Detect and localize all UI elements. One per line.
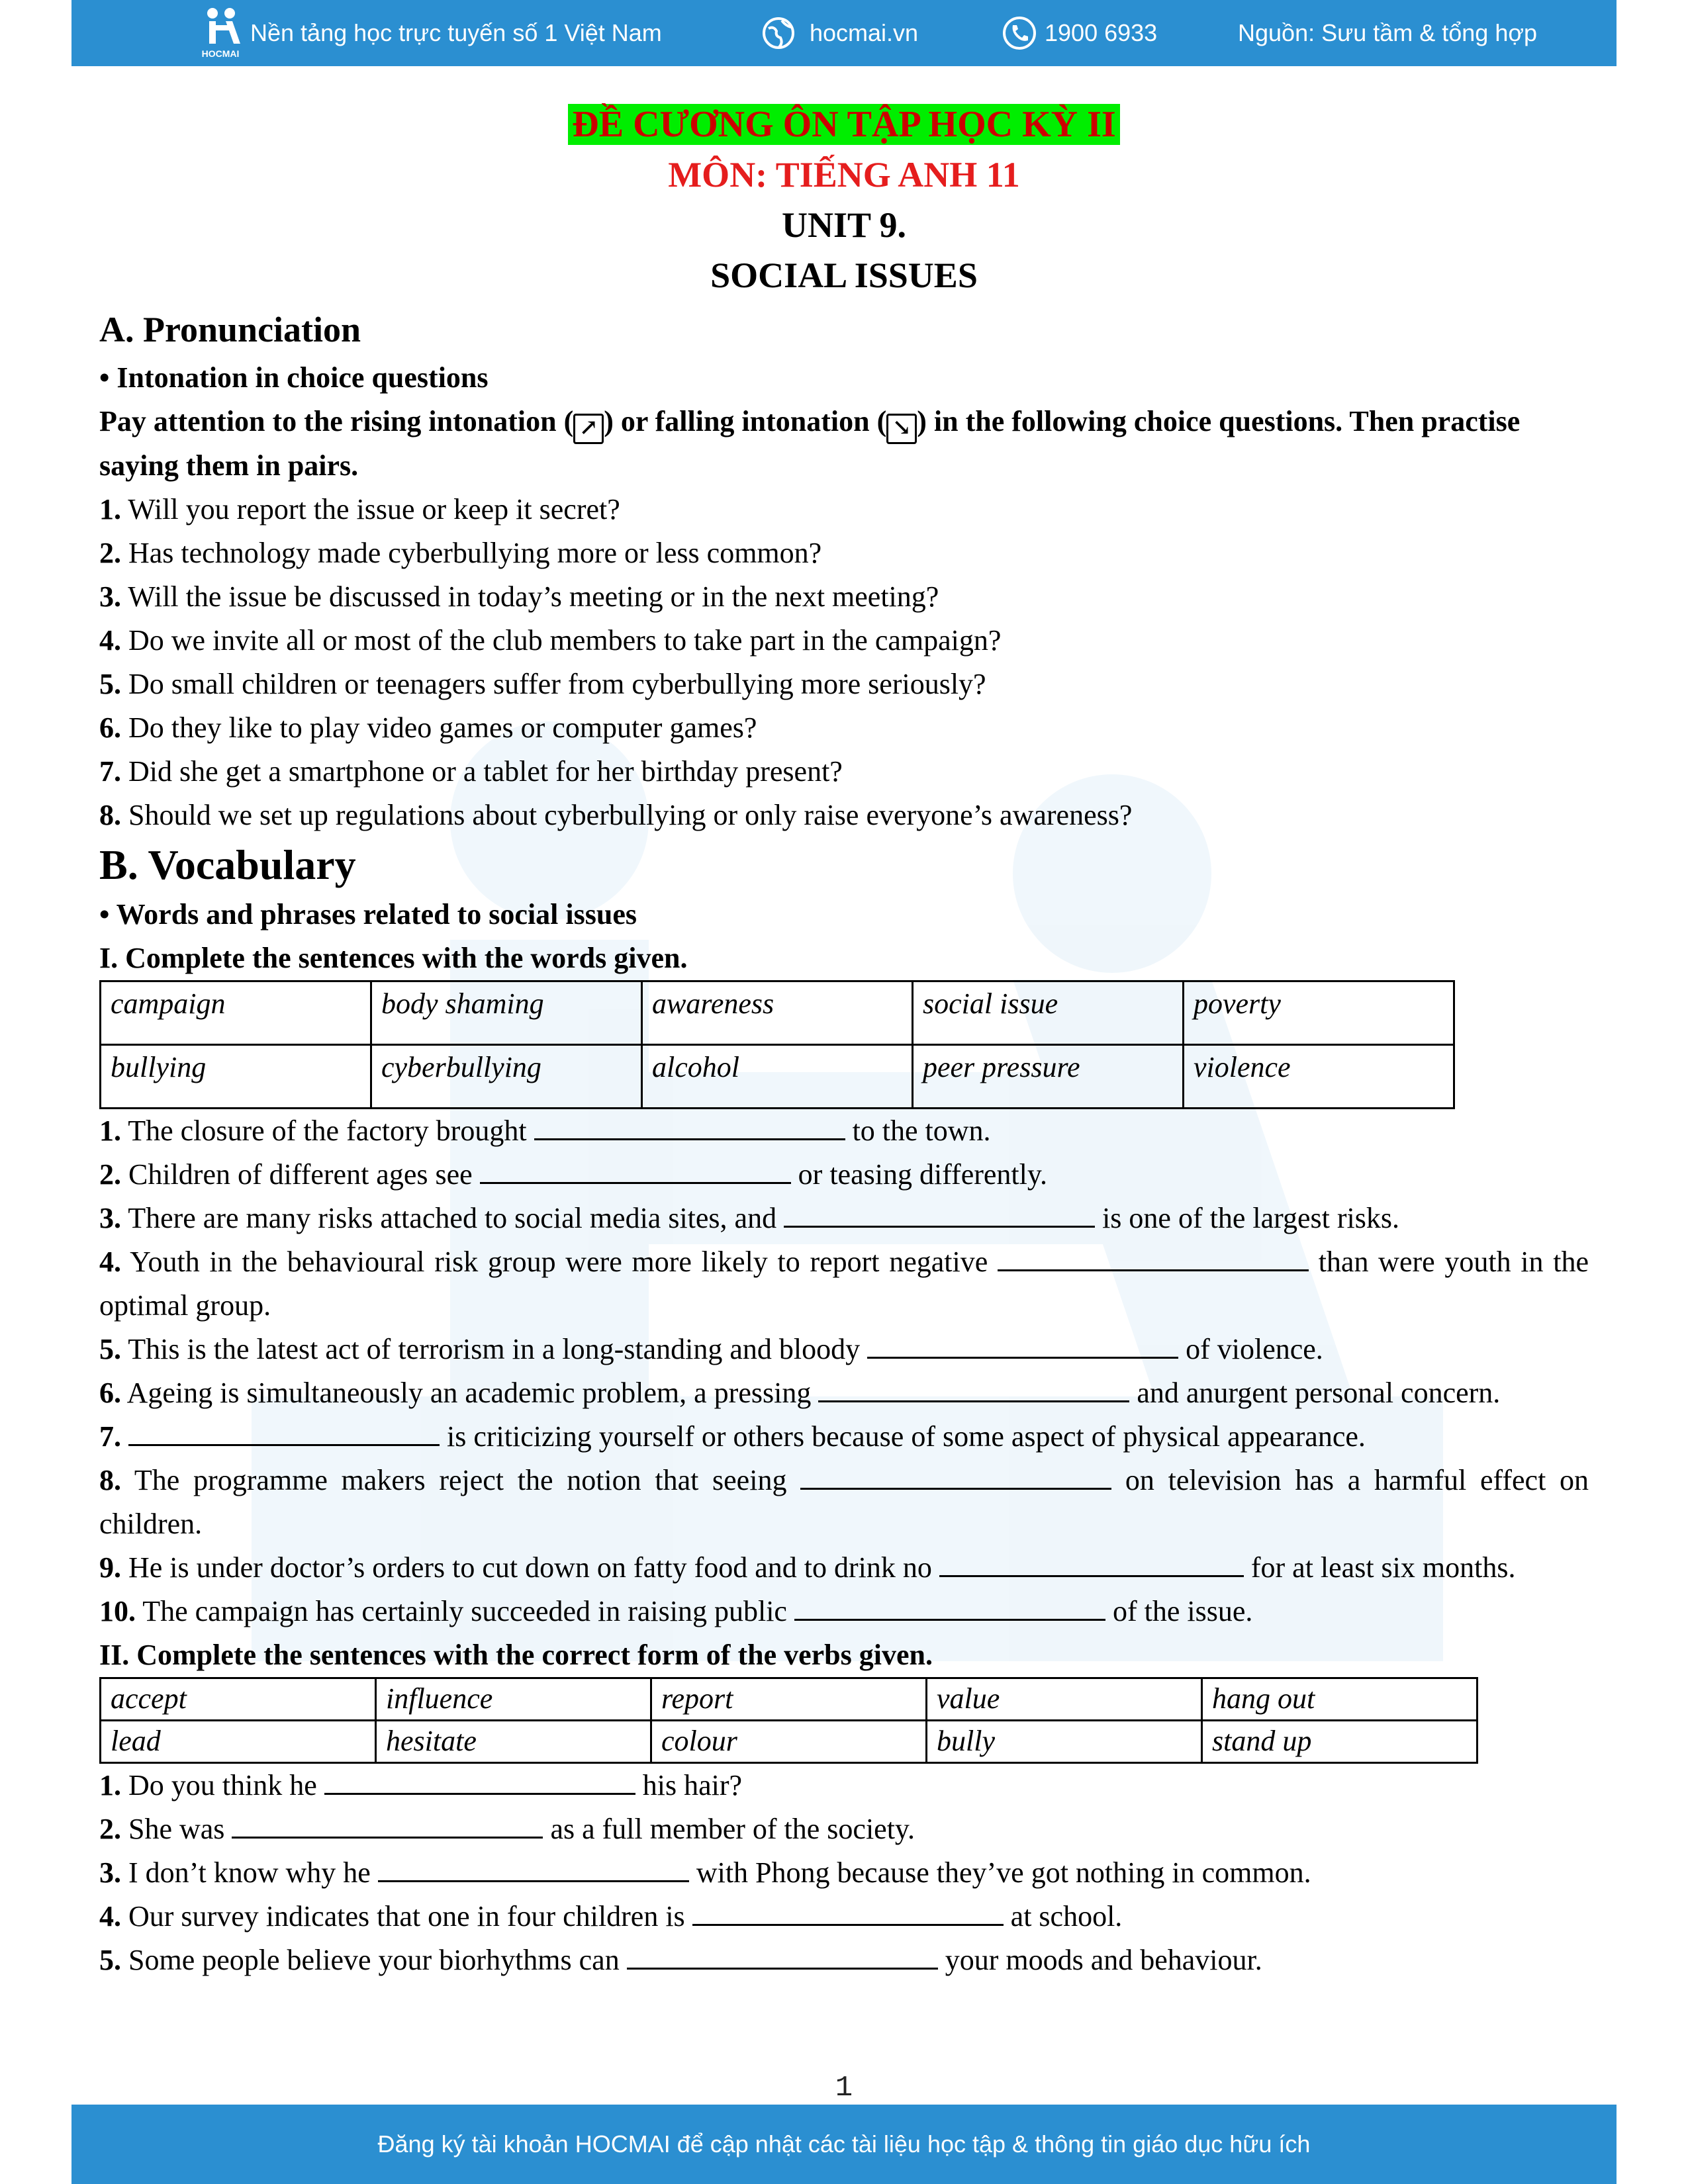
word-cell: hesitate xyxy=(376,1721,651,1763)
word-box-2 xyxy=(99,1677,1478,1764)
answer-blank[interactable] xyxy=(480,1156,791,1184)
answer-blank[interactable] xyxy=(818,1374,1129,1402)
table-row xyxy=(101,1721,1477,1763)
list-item: 6. Do they like to play video games or computer games? xyxy=(99,711,757,744)
falling-arrow-icon: ↘ xyxy=(886,414,917,444)
word-cell: campaign xyxy=(101,981,371,1045)
phone-icon xyxy=(1002,16,1037,50)
word-cell: social issue xyxy=(913,981,1184,1045)
list-item: 5. Some people believe your biorhythms can your moods and behaviour. xyxy=(99,1938,1589,1982)
list-item: 7. is criticizing yourself or others because of some aspect of physical appearance. xyxy=(99,1415,1589,1459)
phone-link[interactable] xyxy=(1002,0,1157,66)
answer-blank[interactable] xyxy=(692,1897,1004,1926)
answer-blank[interactable] xyxy=(998,1243,1309,1271)
list-item: 5. This is the latest act of terrorism in a long-standing and bloody of violence. xyxy=(99,1328,1589,1371)
word-cell: cyberbullying xyxy=(371,1045,642,1109)
section-a-subheading: • Intonation in choice questions xyxy=(99,361,489,394)
header-bar xyxy=(71,0,1617,66)
list-item: 3. Will the issue be discussed in today’s meeting or in the next meeting? xyxy=(99,580,939,613)
list-item: 5. Do small children or teenagers suffer from cyberbullying more seriously? xyxy=(99,668,986,700)
word-cell: report xyxy=(651,1678,927,1721)
page-number: 1 xyxy=(835,2071,853,2105)
word-cell: value xyxy=(927,1678,1202,1721)
list-item: 1. The closure of the factory brought to the town. xyxy=(99,1109,1589,1153)
exercise-1-list xyxy=(99,1109,1589,1633)
exercise-2-title: II. Complete the sentences with the correct form of the verbs given. xyxy=(99,1639,933,1671)
list-item: 9. He is under doctor’s orders to cut down on fatty food and to drink no for at least six months. xyxy=(99,1546,1589,1590)
word-cell: peer pressure xyxy=(913,1045,1184,1109)
answer-blank[interactable] xyxy=(232,1810,543,1839)
word-cell: alcohol xyxy=(642,1045,913,1109)
list-item: 6. Ageing is simultaneously an academic problem, a pressing and anurgent personal concern. xyxy=(99,1371,1589,1415)
section-a-instruction: Pay attention to the rising intonation ( ↗ ) or falling intonation ( ↘ ) in the following choice questions. Then practise saying them in pairs. xyxy=(99,405,1521,482)
list-item: 8. The programme makers reject the notion that seeing on television has a harmful effect on children. xyxy=(99,1459,1589,1546)
answer-blank[interactable] xyxy=(378,1854,689,1882)
list-item: 4. Youth in the behavioural risk group were more likely to report negative than were youth in the optimal group. xyxy=(99,1240,1589,1328)
title-line-2: MÔN: TIẾNG ANH 11 xyxy=(668,155,1020,195)
title-unit: UNIT 9. xyxy=(781,205,907,245)
footer-text: Đăng ký tài khoản HOCMAI để cập nhật các tài liệu học tập & thông tin giáo dục hữu ích xyxy=(377,2130,1311,2158)
answer-blank[interactable] xyxy=(534,1112,845,1140)
document-body xyxy=(99,99,1589,1982)
list-item: 2. Has technology made cyberbullying more or less common? xyxy=(99,537,822,569)
website-link[interactable] xyxy=(762,0,918,66)
table-row xyxy=(101,981,1454,1045)
answer-blank[interactable] xyxy=(324,1766,635,1795)
list-item: 3. There are many risks attached to social media sites, and is one of the largest risks. xyxy=(99,1197,1589,1240)
answer-blank[interactable] xyxy=(800,1461,1111,1490)
source-text: Nguồn: Sưu tầm & tổng hợp xyxy=(1238,19,1537,46)
answer-blank[interactable] xyxy=(128,1418,440,1446)
list-item: 1. Will you report the issue or keep it secret? xyxy=(99,493,620,525)
word-cell: stand up xyxy=(1202,1721,1477,1763)
answer-blank[interactable] xyxy=(867,1330,1178,1359)
word-cell: hang out xyxy=(1202,1678,1477,1721)
list-item: 4. Our survey indicates that one in four children is at school. xyxy=(99,1895,1589,1938)
list-item: 4. Do we invite all or most of the club members to take part in the campaign? xyxy=(99,624,1002,657)
title-line-1: ĐỀ CƯƠNG ÔN TẬP HỌC KỲ II xyxy=(99,99,1589,150)
word-cell: violence xyxy=(1184,1045,1454,1109)
pronunciation-list xyxy=(99,488,1589,837)
list-item: 1. Do you think he his hair? xyxy=(99,1764,1589,1807)
word-cell: influence xyxy=(376,1678,651,1721)
exercise-1-title: I. Complete the sentences with the words given. xyxy=(99,942,688,974)
word-cell: lead xyxy=(101,1721,376,1763)
word-box-1 xyxy=(99,980,1455,1109)
word-cell: bullying xyxy=(101,1045,371,1109)
word-cell: body shaming xyxy=(371,981,642,1045)
header-tagline: Nền tảng học trực tuyến số 1 Việt Nam xyxy=(250,19,662,46)
word-cell: poverty xyxy=(1184,981,1454,1045)
globe-icon xyxy=(762,17,795,50)
table-row xyxy=(101,1045,1454,1109)
answer-blank[interactable] xyxy=(794,1592,1105,1621)
list-item: 3. I don’t know why he with Phong because they’ve got nothing in common. xyxy=(99,1851,1589,1895)
footer-bar[interactable] xyxy=(71,2105,1617,2184)
rising-arrow-icon: ↗ xyxy=(573,414,604,444)
phone-text: 1900 6933 xyxy=(1045,19,1158,46)
list-item: 7. Did she get a smartphone or a tablet for her birthday present? xyxy=(99,755,843,788)
answer-blank[interactable] xyxy=(627,1941,938,1970)
list-item: 10. The campaign has certainly succeeded in raising public of the issue. xyxy=(99,1590,1589,1633)
title-topic: SOCIAL ISSUES xyxy=(710,255,978,295)
answer-blank[interactable] xyxy=(784,1199,1095,1228)
answer-blank-extension xyxy=(1204,1549,1244,1577)
list-item: 2. Children of different ages see or teasing differently. xyxy=(99,1153,1589,1197)
list-item: 8. Should we set up regulations about cyberbullying or only raise everyone’s awareness? xyxy=(99,799,1133,831)
answer-blank[interactable] xyxy=(939,1549,1204,1577)
word-cell: colour xyxy=(651,1721,927,1763)
section-b-subheading: • Words and phrases related to social issues xyxy=(99,898,637,931)
list-item: 2. She was as a full member of the society. xyxy=(99,1807,1589,1851)
svg-text:HOCMAI: HOCMAI xyxy=(201,48,240,59)
word-cell: awareness xyxy=(642,981,913,1045)
word-cell: bully xyxy=(927,1721,1202,1763)
section-b-heading: B. Vocabulary xyxy=(99,841,356,888)
hocmai-logo xyxy=(187,5,254,61)
table-row xyxy=(101,1678,1477,1721)
exercise-2-list xyxy=(99,1764,1589,1982)
section-a-heading: A. Pronunciation xyxy=(99,310,361,349)
website-text: hocmai.vn xyxy=(810,19,919,46)
word-cell: accept xyxy=(101,1678,376,1721)
